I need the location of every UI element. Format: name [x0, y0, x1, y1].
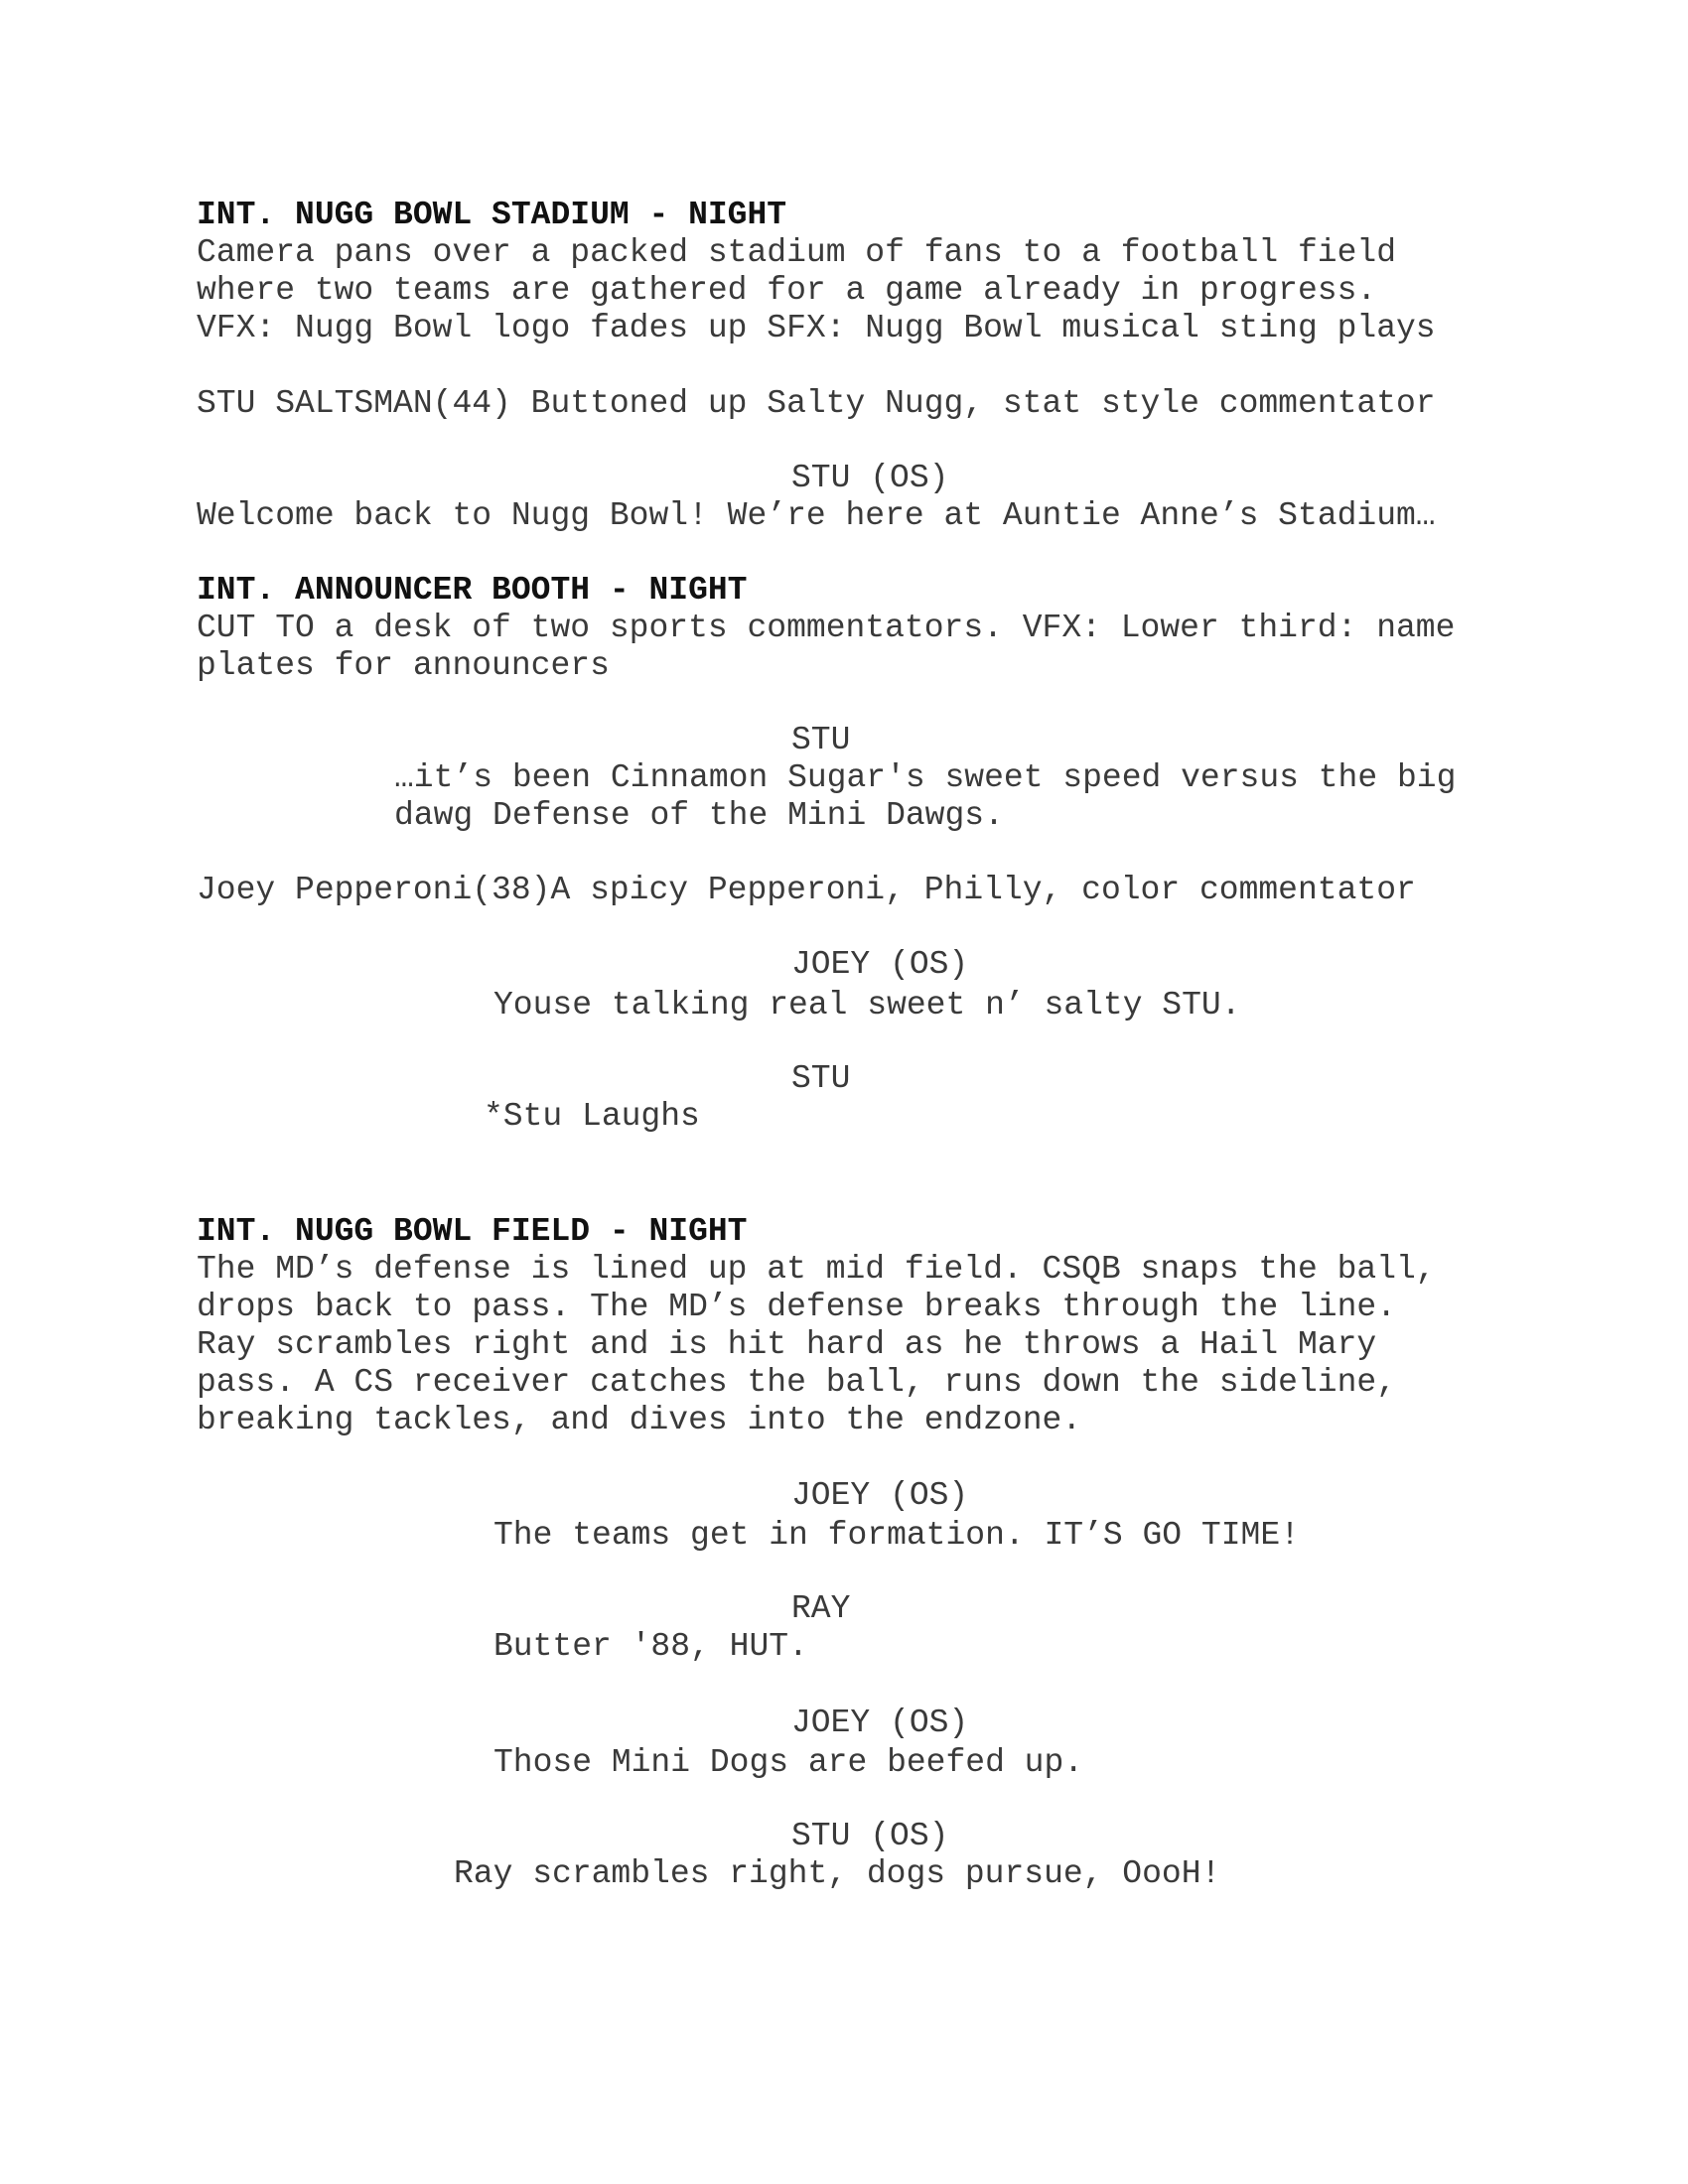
character-cue: STU (OS) [791, 460, 949, 496]
dialogue-line: …it’s been Cinnamon Sugar's sweet speed versus the big [394, 759, 1457, 796]
scene-heading: INT. NUGG BOWL FIELD - NIGHT [197, 1213, 748, 1250]
dialogue-line: Youse talking real sweet n’ salty STU. [493, 987, 1241, 1024]
action-line: VFX: Nugg Bowl logo fades up SFX: Nugg Bowl musical sting plays [197, 310, 1436, 346]
dialogue-line: Welcome back to Nugg Bowl! We’re here at Auntie Anne’s Stadium… [197, 497, 1436, 534]
action-line: drops back to pass. The MD’s defense breaks through the line. [197, 1289, 1396, 1325]
character-cue: JOEY (OS) [791, 946, 969, 983]
character-cue: STU [791, 1060, 851, 1097]
scene-heading: INT. ANNOUNCER BOOTH - NIGHT [197, 572, 748, 609]
action-line: The MD’s defense is lined up at mid field. CSQB snaps the ball, [197, 1251, 1436, 1288]
dialogue-line: Ray scrambles right, dogs pursue, OooH! [454, 1855, 1221, 1892]
action-line: CUT TO a desk of two sports commentators. VFX: Lower third: name [197, 610, 1456, 646]
character-cue: STU (OS) [791, 1818, 949, 1854]
character-intro: STU SALTSMAN(44) Buttoned up Salty Nugg, stat style commentator [197, 385, 1436, 422]
dialogue-line: The teams get in formation. IT’S GO TIME! [493, 1517, 1300, 1554]
action-line: where two teams are gathered for a game already in progress. [197, 272, 1377, 309]
scene-heading: INT. NUGG BOWL STADIUM - NIGHT [197, 197, 787, 233]
dialogue-line: Those Mini Dogs are beefed up. [493, 1744, 1084, 1781]
action-line: plates for announcers [197, 647, 610, 684]
character-cue: JOEY (OS) [791, 1705, 969, 1741]
dialogue-line: Butter '88, HUT. [493, 1628, 808, 1665]
character-cue: RAY [791, 1590, 851, 1627]
dialogue-line: dawg Defense of the Mini Dawgs. [394, 797, 1004, 834]
action-line: Ray scrambles right and is hit hard as he throws a Hail Mary [197, 1326, 1377, 1363]
character-intro: Joey Pepperoni(38)A spicy Pepperoni, Philly, color commentator [197, 872, 1416, 908]
dialogue-line: *Stu Laughs [484, 1098, 700, 1135]
character-cue: STU [791, 722, 851, 758]
action-line: Camera pans over a packed stadium of fans to a football field [197, 234, 1396, 271]
character-cue: JOEY (OS) [791, 1477, 969, 1514]
action-line: breaking tackles, and dives into the endzone. [197, 1402, 1082, 1438]
action-line: pass. A CS receiver catches the ball, runs down the sideline, [197, 1364, 1396, 1401]
